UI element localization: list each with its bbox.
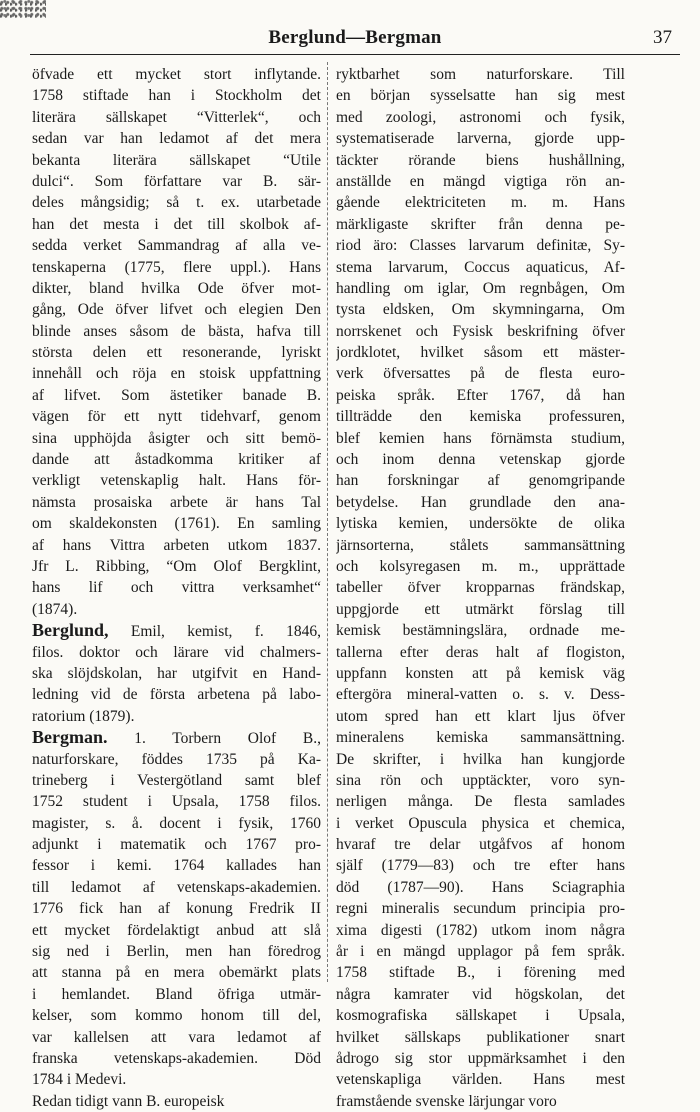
text-line: ett mycket fördelaktigt anbud att slå [32,921,321,939]
text-line: Redan tidigt vann B. europeisk [32,1092,225,1110]
text-line: själf (1779—83) och tre efter hans [336,857,625,875]
text-line: 1758 stiftade han i Stockholm det [32,87,321,105]
text-line: gående elektriciteten m. m. Hans [336,194,625,212]
text-line: han det mesta i det till skolbok af- [32,215,321,233]
text-line: bekanta literära sällskapet “Utile [32,151,321,169]
text-line: systematiserade larverna, gjorde upp- [336,130,625,148]
page-number: 37 [653,27,672,48]
text-line: innehåll och röja en stoisk uppfattning [32,365,321,383]
text-line: att stanna på en mera obemärkt plats [32,964,321,982]
text-line: sina upphöjda åsigter och sitt bemö- [32,429,321,447]
text-line: tabeller öfver kropparnas frändskap, [336,579,625,597]
left-column [32,64,321,1112]
text-line: anställde en mängd vigtiga rön an- [336,172,625,190]
text-line: var kallelsen att vara ledamot af [32,1028,321,1046]
text-line: nerligen många. De flesta samlades [336,793,625,811]
text-line: en början sysselsatte han sig mest [336,87,625,105]
text-line: Bergman. 1. Torbern Olof B., [32,727,321,748]
text-line: betydelse. Han grundlade den ana- [336,493,625,511]
text-line: Jfr L. Ribbing, “Om Olof Bergklint, [32,557,321,575]
text-line: märkligaste skrifter från denna pe- [336,215,625,233]
text-line: utom spred han ett klart ljus öfver [336,707,625,725]
text-line: till ledamot af vetenskaps-akademien. [32,878,321,896]
text-line: sedan var han ledamot af det mera [32,130,321,148]
text-line: riod äro: Classes larvarum definitæ, Sy- [336,237,625,255]
text-line: kelser, som kommo honom till del, [32,1007,321,1025]
text-line: literära sällskapet “Vitterlek“, och [32,108,321,126]
text-line: lytiska kemien, undersökte de olika [336,515,625,533]
text-line: några kamrater vid högskolan, det [336,985,625,1003]
text-line: fessor i kemi. 1764 kallades han [32,857,321,875]
text-line: hvaraf tre delar utgåfvos af honom [336,836,625,854]
text-line: största delen ett resonerande, lyriskt [32,344,321,362]
text-line: uppfann konsten att på kemisk väg [336,664,625,682]
header-rule [30,54,680,55]
text-line: täckter rörande biens hushållning, [336,151,625,169]
text-line: och inom denna vetenskap gjorde [336,451,625,469]
print-smudge [0,0,46,18]
text-line: verk öfversattes på de flesta euro- [336,365,625,383]
column-divider [327,62,328,982]
text-line: 1758 stiftade B., i förening med [336,964,625,982]
text-line: peiska språk. Efter 1767, då han [336,386,625,404]
text-line: blef kemien hans förnämsta studium, [336,429,625,447]
text-line: sina rön och upptäckter, voro syn- [336,771,625,789]
text-line: om skaldekonsten (1761). En samling [32,515,321,533]
text-line: norrskenet och Fysisk beskrifning öfver [336,322,625,340]
text-line: De skrifter, i hvilka han kungjorde [336,750,625,768]
text-line: järnsorterna, stålets sammansättning [336,536,625,554]
text-line: år i en mängd upplagor på fem språk. [336,943,625,961]
text-line: framstående svenske lärjungar voro [336,1092,557,1110]
text-line: mineralens kemiska sammansättning. [336,729,625,747]
text-line: han forskningar af genomgripande [336,472,625,490]
text-line: magister, s. å. docent i fysik, 1760 [32,814,321,832]
text-line: kemisk bestämningslära, ordnade me- [336,622,625,640]
text-line: uppgjorde ett utmärkt förslag till [336,600,625,618]
text-line: (1874). [32,600,78,618]
text-line: xima digesti (1782) utkom inom några [336,921,625,939]
text-line: naturforskare, föddes 1735 på Ka- [32,750,321,768]
text-line: och kolsyregasen m. m., upprättade [336,557,625,575]
text-line: 1776 fick han af konung Fredrik II [32,900,321,918]
text-line: 1784 i Medevi. [32,1071,127,1089]
text-line: stema larvarum, Coccus aquaticus, Af- [336,258,625,276]
text-line: nämsta prosaiska arbete är hans Tal [32,493,321,511]
text-line: eftergöra mineral-vatten o. s. v. Dess- [336,686,625,704]
text-line: vägen för ett nytt tidehvarf, genom [32,408,321,426]
text-line: handling om iglar, Om regnbågen, Om [336,279,625,297]
text-line: tenskaperna (1775, flere uppl.). Hans [32,258,321,276]
text-line: sig ned i Berlin, men han föredrog [32,943,321,961]
text-line: sedda verket Sammandrag af alla ve- [32,237,321,255]
page-title: Berglund—Bergman [268,27,442,48]
text-line: ådrogo sig stor uppmärksamhet i den [336,1049,625,1067]
text-line: död (1787—90). Hans Sciagraphia [336,878,625,896]
text-line: jordklotet, hvilket såsom ett mäster- [336,344,625,362]
text-line: ledning vid de första arbetena på labo- [32,686,321,704]
text-line: Berglund, Emil, kemist, f. 1846, [32,620,321,641]
text-line: hvilket sällskaps publikationer snart [336,1028,625,1046]
text-line: kosmografiska sällskapet i Upsala, [336,1007,625,1025]
text-line: ska slöjdskolan, har utgifvit en Hand- [32,664,321,682]
text-line: tysta eldsken, Om skymningarna, Om [336,301,625,319]
text-line: 1752 student i Upsala, 1758 filos. [32,793,321,811]
text-line: franska vetenskaps-akademien. Död [32,1049,321,1067]
text-line: dulci“. Som författare var B. sär- [32,172,321,190]
text-line: dikter, bland hvilka Ode öfver mot- [32,279,321,297]
text-line: vetenskapliga världen. Hans mest [336,1071,625,1089]
running-head [30,24,680,52]
text-line: tallerna efter deras halt af flogiston, [336,643,625,661]
text-line: öfvade ett mycket stort inflytande. [32,66,321,83]
text-line: regni mineralis secundum principia pro- [336,900,625,918]
text-line: i verket Opuscula physica et chemica, [336,814,625,832]
text-line: tillträdde den kemiska professuren, [336,408,625,426]
text-line: i hemlandet. Bland öfriga utmär- [32,985,321,1003]
text-line: deles mångsidig; så t. ex. utarbetade [32,194,321,212]
right-column [336,64,625,1112]
text-line: af hans Vittra arbeten utkom 1837. [32,536,321,554]
text-line: gång, Ode öfver lifvet och elegien Den [32,301,321,319]
text-line: filos. doktor och lärare vid chalmers- [32,643,321,661]
text-line: med zoologi, astronomi och fysik, [336,108,625,126]
text-line: blinde anses såsom de bästa, hafva till [32,322,321,340]
text-line: ratorium (1879). [32,707,135,725]
text-line: ryktbarhet som naturforskare. Till [336,66,625,83]
text-line: hans lif och vittra verksamhet“ [32,579,321,597]
text-line: trineberg i Vestergötland samt blef [32,771,321,789]
text-line: verkligt vetenskaplig halt. Hans för- [32,472,321,490]
text-line: af lifvet. Som ästetiker banade B. [32,386,321,404]
text-line: adjunkt i matematik och 1767 pro- [32,836,321,854]
text-line: dande att åstadkomma kritiker af [32,451,321,469]
